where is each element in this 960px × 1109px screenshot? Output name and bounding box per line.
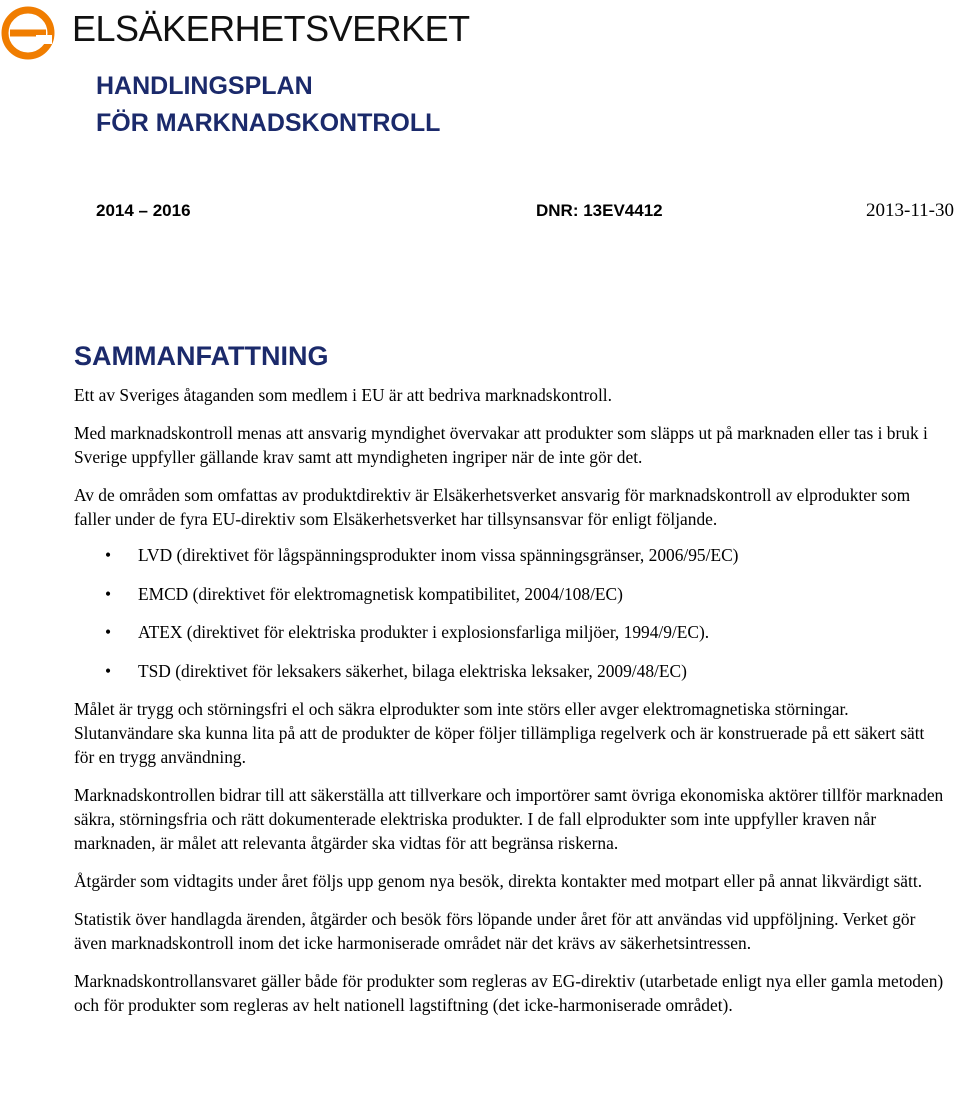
bullet-icon: • <box>105 660 112 681</box>
registration-number: DNR: 13EV4412 <box>536 201 663 220</box>
title-line-1: HANDLINGSPLAN <box>96 72 313 100</box>
list-item-text: EMCD (direktivet för elektromagnetisk kompatibilitet, 2004/108/EC) <box>138 583 623 604</box>
paragraph-8: Marknadskontrollansvaret gäller både för produkter som regleras av EG-direktiv (utarbetade enligt nya eller gamla metoden) och för produkter som regleras av helt nationell lagstiftning (det icke-harmoniserade området). <box>74 971 944 1015</box>
list-item <box>74 659 944 683</box>
list-item-text: LVD (direktivet för lågspänningsprodukter inom vissa spänningsgränser, 2006/95/EC) <box>138 545 739 565</box>
list-item <box>74 543 944 567</box>
list-item-text: ATEX (direktivet för elektriska produkter i explosionsfarliga miljöer, 1994/9/EC). <box>138 622 710 642</box>
directive-list <box>74 543 944 683</box>
list-item <box>74 582 944 606</box>
paragraph-1: Ett av Sveriges åtaganden som medlem i EU är att bedriva marknadskontroll. <box>74 385 612 405</box>
paragraph-2: Med marknadskontroll menas att ansvarig myndighet övervakar att produkter som släpps ut på marknaden eller tas i bruk i Sverige uppfyller gällande krav samt att myndigheten ingriper när de inte gör det. <box>74 423 928 467</box>
paragraph-3: Av de områden som omfattas av produktdirektiv är Elsäkerhetsverket ansvarig för marknadskontroll av elprodukter som faller under de fyra EU-direktiv som Elsäkerhetsverket har tillsynsansvar för enligt följande. <box>74 485 911 529</box>
paragraph-6: Åtgärder som vidtagits under året följs upp genom nya besök, direkta kontakter med motpart eller på annat likvärdigt sätt. <box>74 871 923 891</box>
bullet-icon: • <box>105 622 112 642</box>
brand-name: ELSÄKERHETSVERKET <box>72 8 470 49</box>
document-date: 2013-11-30 <box>866 200 954 221</box>
section-body <box>74 383 944 1031</box>
period: 2014 – 2016 <box>96 201 191 220</box>
logo <box>0 4 60 62</box>
paragraph-7: Statistik över handlagda ärenden, åtgärder och besök förs löpande under året för att användas vid uppföljning. Verket gör även marknadskontroll inom det icke harmoniserade området när det krävs av säkerhetsintressen. <box>74 909 916 953</box>
document-title <box>96 68 440 142</box>
bullet-icon: • <box>105 583 112 604</box>
list-item <box>74 620 944 644</box>
e-circle-logo-icon <box>0 4 60 62</box>
paragraph-4: Målet är trygg och störningsfri el och säkra elprodukter som inte störs eller avger elektromagnetiska störningar. Slutanvändare ska kunna lita på att de produkter de köper följer tillämpliga regelverk och är konstruerade på ett säkert sätt för en trygg användning. <box>74 699 925 767</box>
list-item-text: TSD (direktivet för leksakers säkerhet, bilaga elektriska leksaker, 2009/48/EC) <box>138 660 687 681</box>
paragraph-5: Marknadskontrollen bidrar till att säkerställa att tillverkare och importörer samt övriga ekonomiska aktörer tillför marknaden säkra, störningsfria och rätt dokumenterade elektriska produkter. I de fall elprodukter som inte uppfyller kraven når marknaden, är målet att relevanta åtgärder ska vidtas för att begränsa riskerna. <box>74 785 944 853</box>
bullet-icon: • <box>105 545 112 565</box>
title-line-2: FÖR MARKNADSKONTROLL <box>96 109 441 137</box>
section-heading: SAMMANFATTNING <box>74 341 329 371</box>
